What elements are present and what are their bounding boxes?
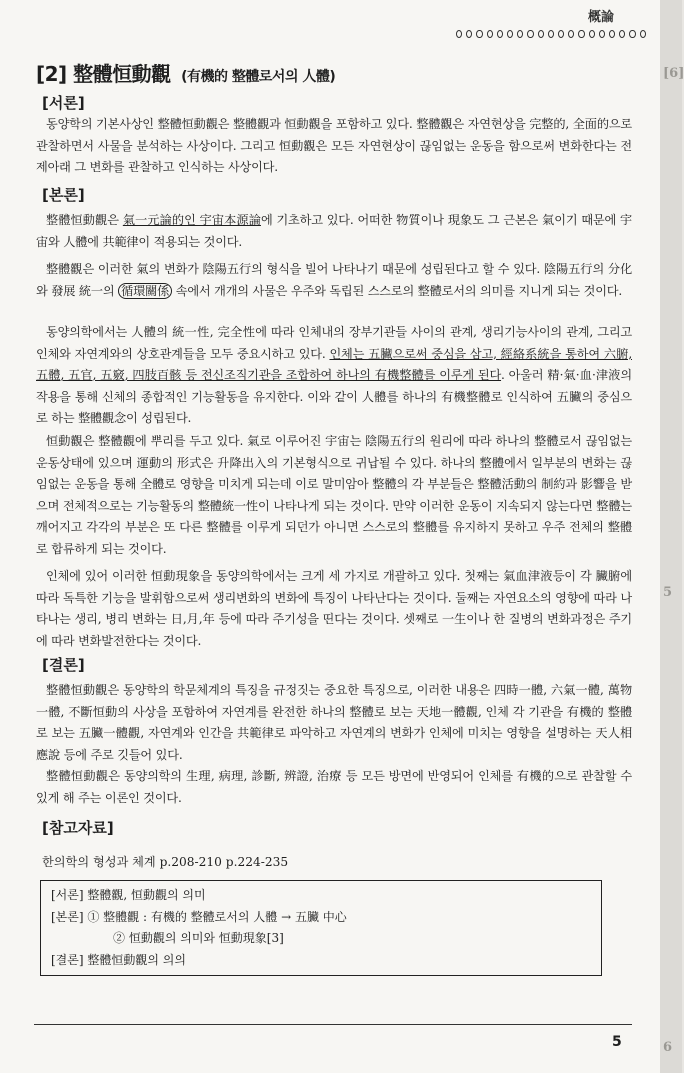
summary-line-1: [서론] 整體觀, 恒動觀의 의미	[51, 888, 206, 902]
intro-paragraph: 동양학의 기본사상인 整體恒動觀은 整體觀과 恒動觀을 포함하고 있다. 整體觀은 자연현상을 完整的, 全面的으로 관찰하면서 사물을 분석하는 사상이다. 그리고 恒動觀은 모든 자연현상이 끊임없는 운동을 함으로써 변화한다는 전제아래 그 변화를 관찰하고 인식하는 사상이다.	[36, 117, 632, 174]
header-dot-rule	[456, 30, 646, 38]
underlined-passage: 인체는 五臟으로써 중심을 삼고, 經絡系統을 통하여 六腑, 五體, 五官, 五竅, 四肢百骸 등 전신조직기관을 조합하여 하나의 有機整體를 이루게 된다	[36, 346, 632, 382]
summary-box	[40, 880, 602, 976]
underlined-phrase: 氣一元論的인 宇宙本源論	[122, 213, 261, 227]
title-main: [2] 整體恒動觀	[36, 62, 171, 86]
page-title	[36, 58, 335, 87]
body-paragraph-4: 恒動觀은 整體觀에 뿌리를 두고 있다. 氣로 이루어진 宇宙는 陰陽五行의 원리에 따라 하나의 整體로서 끊임없는 운동상태에 있으며 運動의 形式은 升降出入의 기본형식으로 귀납될 수 있다. 하나의 整體에서 일부분의 변화는 끊임없는 운동을 통해 全體로 영향을 미치게 되는데 이로 말미암아 整體의 각 부분들은 整體活動의 制約과 影響을 받으며 전체적으로는 기능활동의 整體統一性이 나타나게 되는 것이다. 만약 이러한 운동이 지속되지 않는다면 整體는 깨어지고 각각의 부분은 또 다른 整體를 이루게 되던가 아니면 스스로의 整體를 유지하지 못하고 우주 전체의 整體로 합류하게 되는 것이다.	[36, 434, 632, 556]
bleed-mark-top: [6]	[663, 66, 684, 81]
section-conclusion-heading: [결론]	[42, 656, 85, 674]
circled-phrase: 循環關係	[118, 283, 172, 299]
body-paragraph-3: 동양의학에서는 人體의 統一性, 完全性에 따라 인체내의 장부기관들 사이의 관계, 생리기능사이의 관계, 그리고 인체와 자연계와의 상호관계들을 모두 중요시하고 있다. 인체는 五臟으로써 중심을 삼고, 經絡系統을 통하여 六腑, 五體, 五官, 五竅, 四肢百骸 등 전신조직기관을 조합하여 하나의 有機整體를 이루게 된다. 아울러 精·氣·血·津液의 작용을 통해 신체의 종합적인 기능활동을 유지한다. 이와 같이 人體를 하나의 有機整體로 인식하여 五臟의 중심으로 하는 整體觀念이 성립된다.	[36, 325, 632, 425]
summary-line-4: [결론] 整體恒動觀의 의의	[51, 952, 186, 967]
conclusion-paragraph-1: 整體恒動觀은 동양학의 학문체계의 특징을 규정짓는 중요한 특징으로, 이러한 내용은 四時一體, 六氣一體, 萬物一體, 不斷恒動의 사상을 포함하여 자연계를 완전한 하나의 整體로 보는 天地一體觀, 인체 각 기관을 有機的 整體로 보는 五臟一體觀, 자연계와 인간을 共範律로 파악하고 자연계의 변화가 인체에 미치는 영향을 설명하는 天人相應說 등에 주로 깃들어 있다.	[36, 683, 632, 762]
page-number: 5	[612, 1034, 622, 1050]
section-refs-heading: [참고자료]	[42, 819, 114, 837]
section-body-heading: [본론]	[42, 186, 85, 204]
footer-rule	[34, 1024, 632, 1025]
conclusion-paragraph-2: 整體恒動觀은 동양의학의 生理, 病理, 診斷, 辨證, 治療 등 모든 방면에 반영되어 인체를 有機的으로 관찰할 수 있게 해 주는 이론인 것이다.	[36, 769, 632, 805]
summary-line-3: ② 恒動觀의 의미와 恒動現象[3]	[113, 931, 284, 945]
body-paragraph-5: 인체에 있어 이러한 恒動現象을 동양의학에서는 크게 세 가지로 개괄하고 있다. 첫째는 氣血津液등이 각 臟腑에 따라 독특한 기능을 발휘함으로써 생리변화의 변화에 특징이 나타난다는 것이다. 둘째는 자연요소의 영향에 따라 나타나는 생리, 병리 변화는 日,月,年 등에 따라 주기성을 띤다는 것이다. 셋째로 一生이나 한 질병의 변화과정은 주기에 따라 변화발전한다는 것이다.	[36, 569, 632, 648]
bleed-mark-b: 6	[663, 1040, 673, 1055]
section-intro-heading: [서론]	[42, 94, 85, 112]
summary-line-2: [본론] ① 整體觀 : 有機的 整體로서의 人體 → 五臟 中心	[51, 909, 347, 924]
body-paragraph-2: 整體觀은 이러한 氣의 변화가 陰陽五行의 형식을 빌어 나타나기 때문에 성립된다고 할 수 있다. 陰陽五行의 分化와 發展 統一의 循環關係 속에서 개개의 사물은 우주와 독립된 스스로의 整體로서의 의미를 지니게 되는 것이다.	[36, 262, 632, 298]
body-paragraph-1: 整體恒動觀은 氣一元論的인 宇宙本源論에 기초하고 있다. 어떠한 物質이나 現象도 그 근본은 氣이기 때문에 宇宙와 人體에 共範律이 적용되는 것이다.	[36, 213, 632, 249]
bleed-mark-a: 5	[663, 585, 673, 600]
title-sub: (有機的 整體로서의 人體)	[181, 69, 336, 85]
facing-page-edge	[660, 0, 682, 1073]
chapter-label: 概論	[588, 10, 615, 25]
reference-line: 한의학의 형성과 체계 p.208-210 p.224-235	[42, 855, 289, 869]
